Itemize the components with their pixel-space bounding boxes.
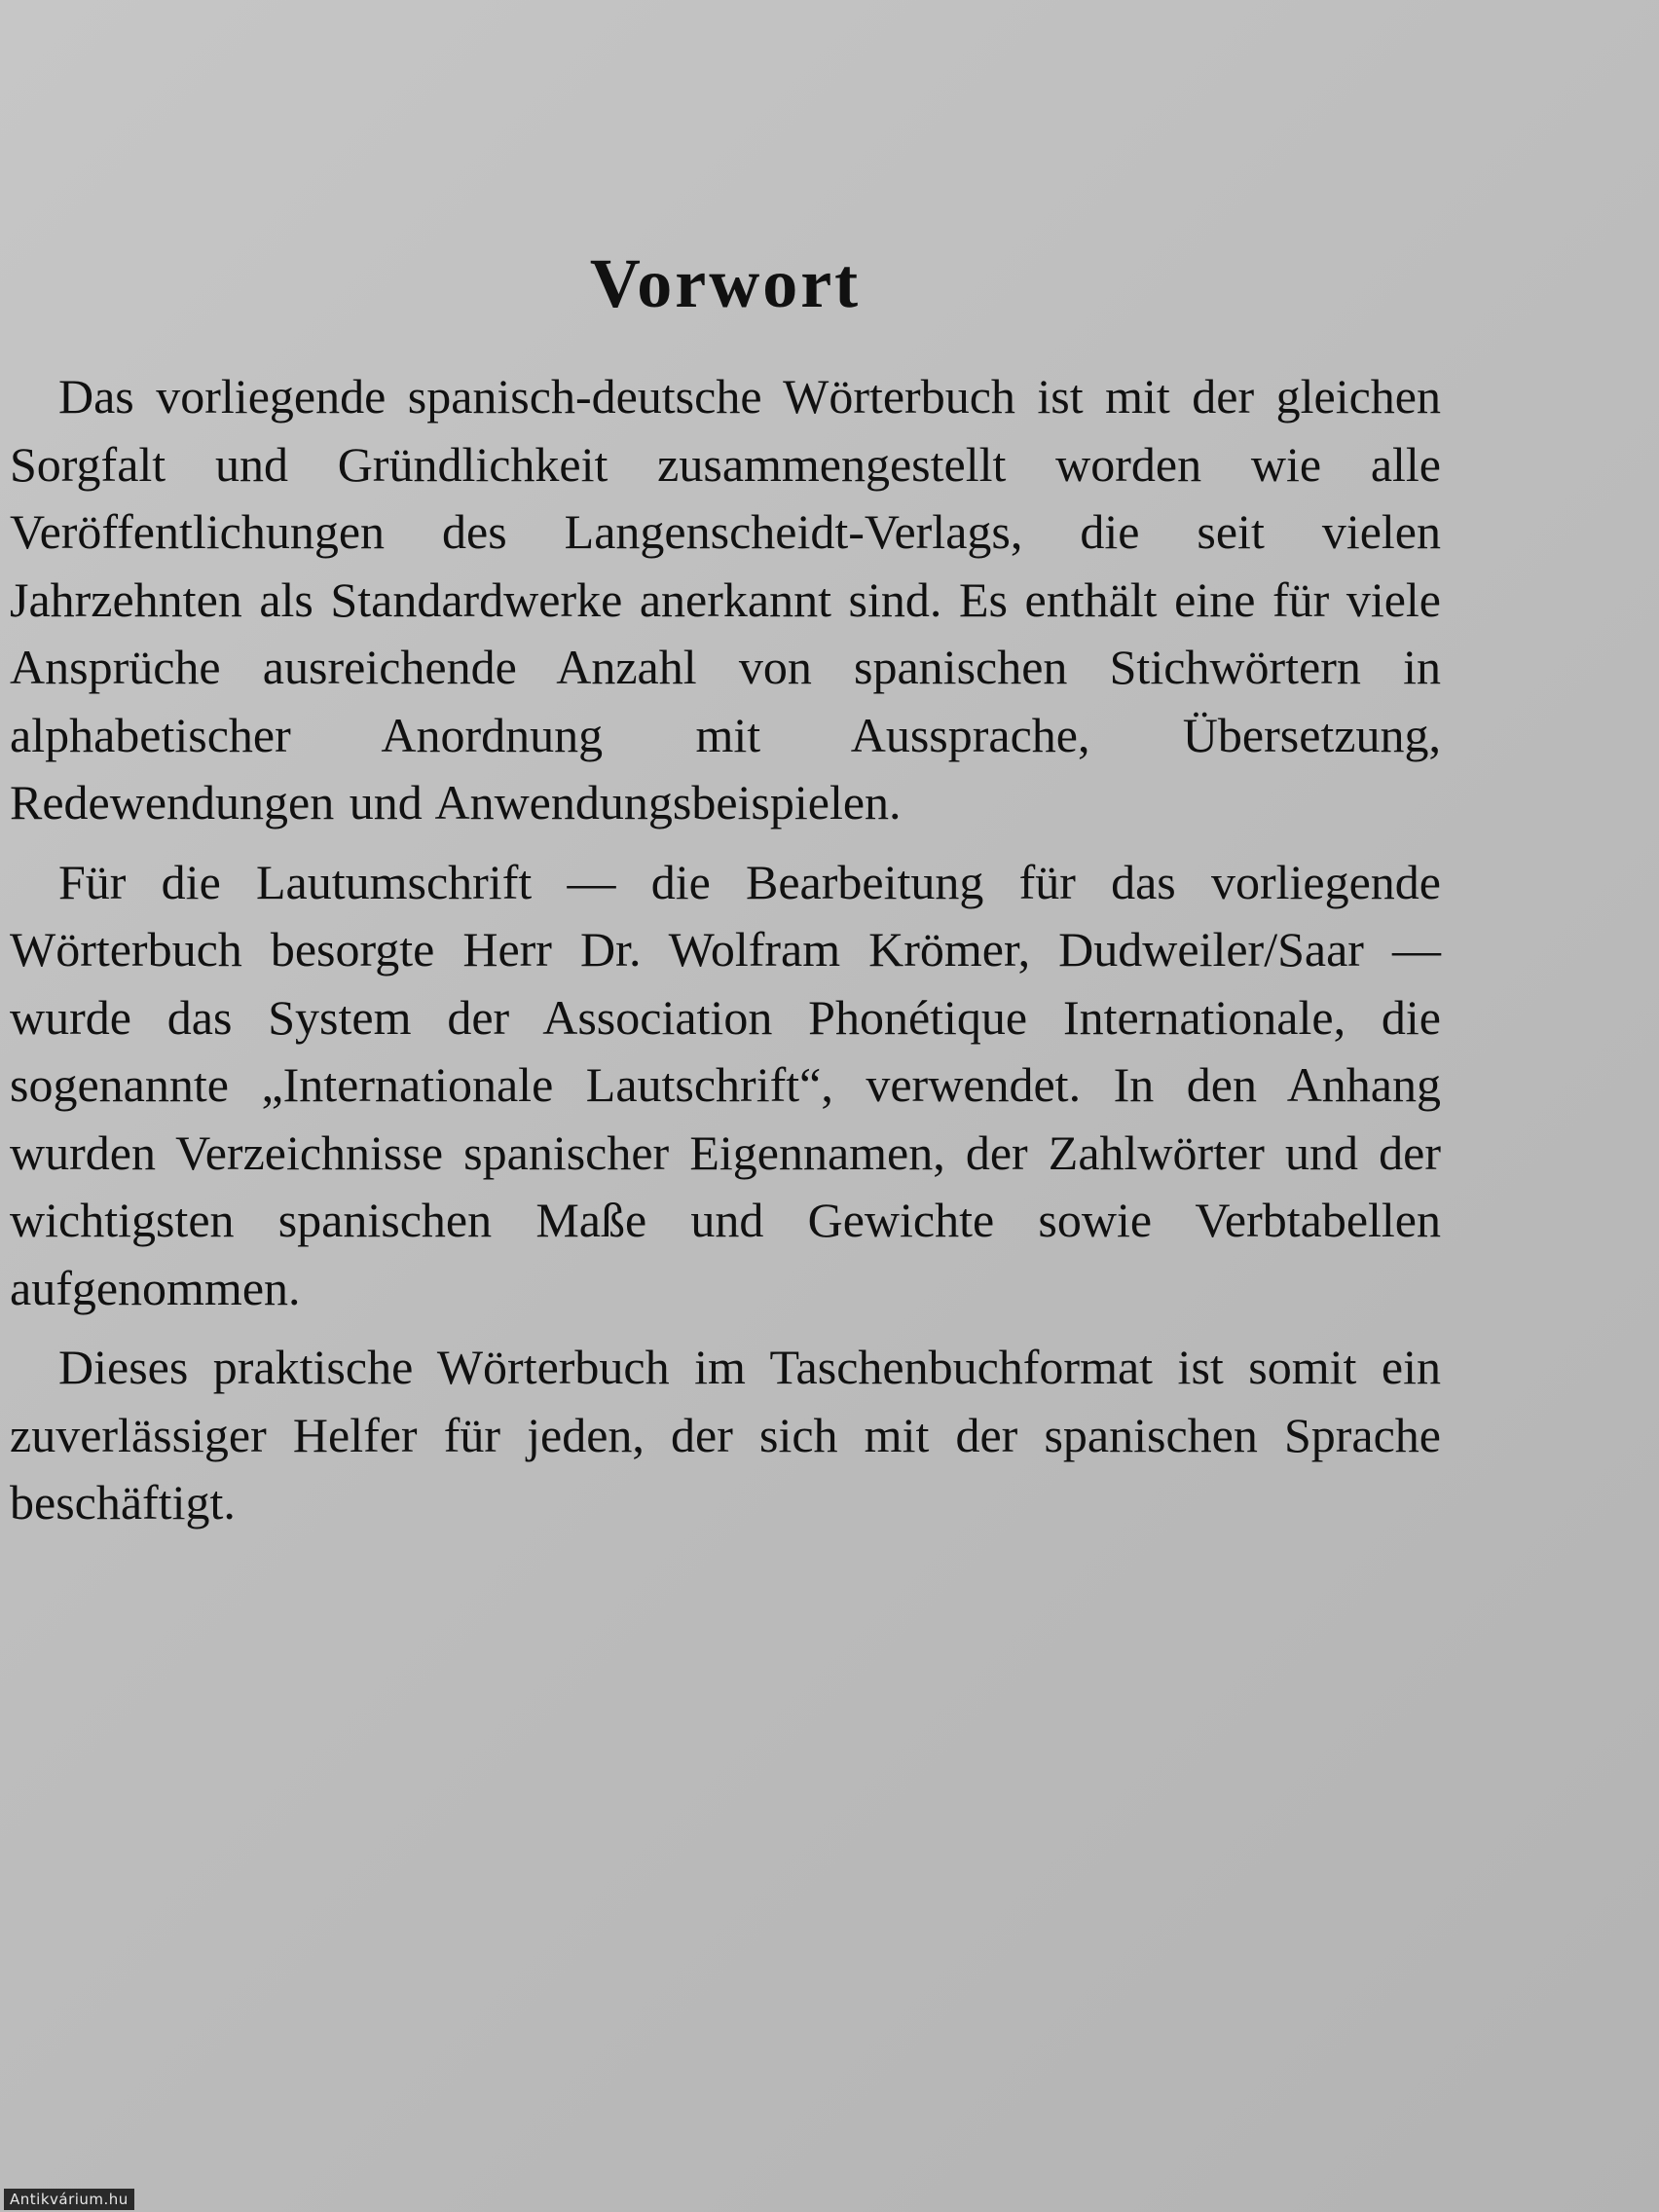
document-body	[10, 243, 1441, 1549]
paragraph-2: Für die Lautumschrift — die Bearbeitung für das vorliegende Wörterbuch besorgte Herr Dr. Wolfram Krömer, Dudweiler/Saar — wurde das System der Association Phonétique Internationale, die sogenannte „Internationale Lautschrift“, verwendet. In den Anhang wurden Verzeichnisse spanischer Eigennamen, der Zahlwörter und der wichtigsten spanischen Maße und Gewichte sowie Verbtabellen aufgenommen.	[10, 854, 1441, 1315]
watermark: Antikvárium.hu	[4, 2189, 134, 2210]
page-title: Vorwort	[589, 244, 862, 322]
paragraph-3: Dieses praktische Wörterbuch im Taschenbuchformat ist somit ein zuverlässiger Helfer für jeden, der sich mit der spanischen Sprache beschäftigt.	[10, 1340, 1441, 1530]
paragraph-1: Das vorliegende spanisch-deutsche Wörterbuch ist mit der gleichen Sorgfalt und Gründlichkeit zusammengestellt worden wie alle Veröffentlichungen des Langenscheidt-Verlags, die seit vielen Jahrzehnten als Standardwerke anerkannt sind. Es enthält eine für viele Ansprüche ausreichende Anzahl von spanischen Stichwörtern in alphabetischer Anordnung mit Aussprache, Übersetzung, Redewendungen und Anwendungsbeispielen.	[10, 369, 1441, 830]
